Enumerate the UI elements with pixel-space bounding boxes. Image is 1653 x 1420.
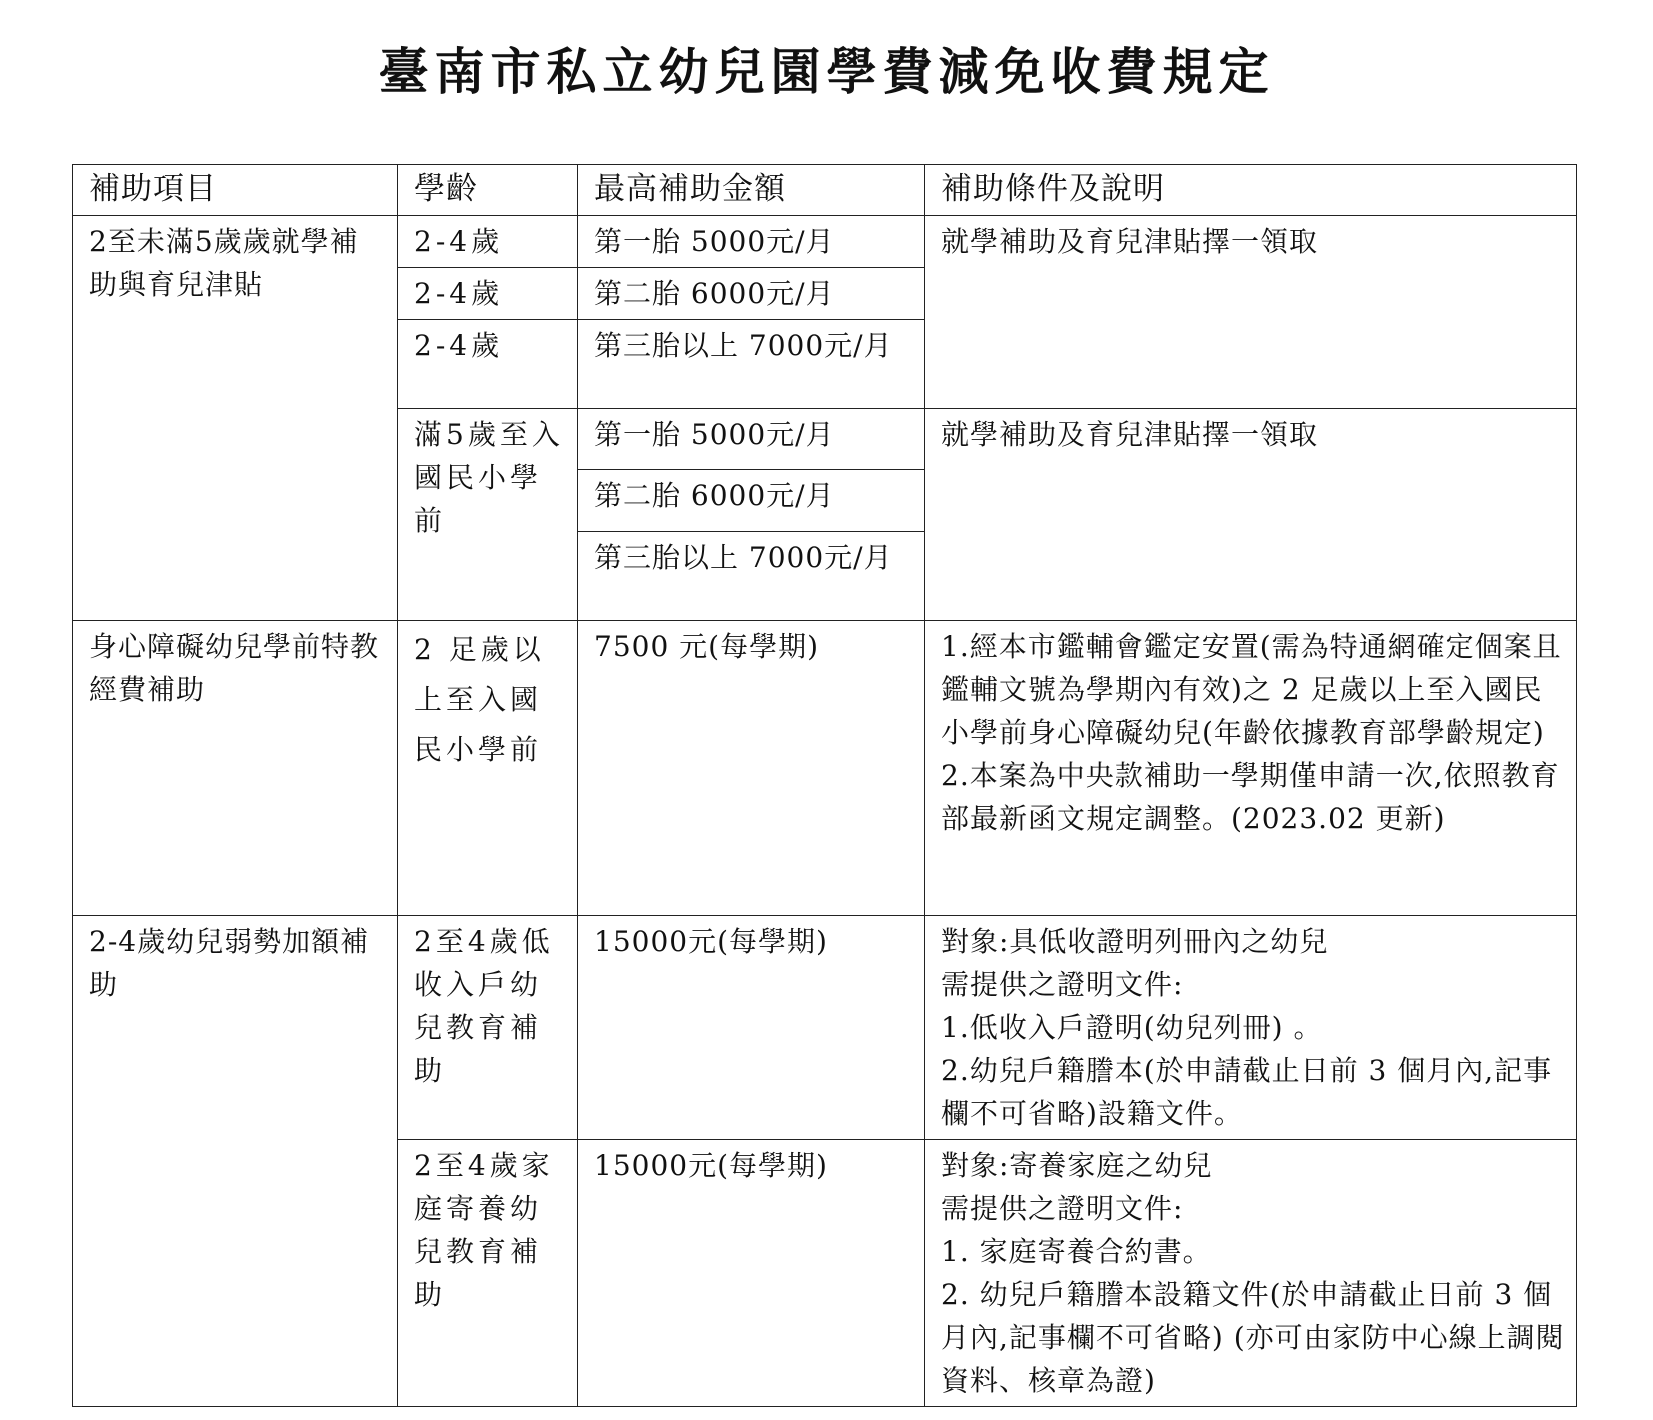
section1-amount-6: 第三胎以上 7000元/月 bbox=[594, 541, 893, 574]
section1-amount-cell bbox=[578, 470, 925, 532]
section3-item-cell bbox=[73, 916, 398, 1407]
section3-age-cell bbox=[398, 1140, 578, 1407]
section2-item-cell bbox=[73, 621, 398, 916]
section1-age-4: 滿5歲至入國民小學前 bbox=[414, 418, 564, 537]
header-subsidy-item: 補助項目 bbox=[73, 165, 398, 216]
header-age: 學齡 bbox=[398, 165, 578, 216]
table-row bbox=[73, 216, 1577, 268]
section3-age-1: 2至4歲低收入戶幼兒教育補助 bbox=[414, 925, 554, 1087]
section1-item-cell bbox=[73, 216, 398, 621]
section1-amount-cell bbox=[578, 216, 925, 268]
table-header-row bbox=[73, 165, 1577, 216]
section3-amount-cell bbox=[578, 916, 925, 1140]
section1-age-cell bbox=[398, 409, 578, 621]
section1-condition-cell bbox=[925, 409, 1577, 621]
section1-condition-1: 就學補助及育兒津貼擇一領取 bbox=[941, 225, 1319, 258]
section2-condition-1: 1.經本市鑑輔會鑑定安置(需為特通網確定個案且鑑輔文號為學期內有效)之 2 足歲以上至入國民小學前身心障礙幼兒(年齡依據教育部學齡規定) bbox=[941, 630, 1562, 749]
section1-age-1: 2-4歲 bbox=[414, 225, 504, 258]
section3-row1-condition-4: 2.幼兒戶籍謄本(於申請截止日前 3 個月內,記事欄不可省略)設籍文件。 bbox=[941, 1054, 1553, 1130]
section1-amount-1: 第一胎 5000元/月 bbox=[594, 225, 835, 258]
section1-age-3: 2-4歲 bbox=[414, 329, 504, 362]
section1-age-cell bbox=[398, 216, 578, 268]
section1-amount-cell bbox=[578, 532, 925, 621]
section1-age-cell bbox=[398, 268, 578, 320]
section3-age-cell bbox=[398, 916, 578, 1140]
header-conditions: 補助條件及說明 bbox=[925, 165, 1577, 216]
section2-amount: 7500 元(每學期) bbox=[594, 630, 820, 663]
header-max-amount: 最高補助金額 bbox=[578, 165, 925, 216]
section3-item: 2-4歲幼兒弱勢加額補助 bbox=[89, 925, 370, 1001]
section3-row2-condition-4: 2. 幼兒戶籍謄本設籍文件(於申請截止日前 3 個月內,記事欄不可省略) (亦可由家防中心線上調閱資料、核章為證) bbox=[941, 1278, 1565, 1397]
section1-amount-cell bbox=[578, 409, 925, 470]
section3-row1-condition-1: 對象:具低收證明列冊內之幼兒 bbox=[941, 925, 1329, 958]
section2-condition-2: 2.本案為中央款補助一學期僅申請一次,依照教育部最新函文規定調整。(2023.02 更新) bbox=[941, 759, 1560, 835]
section3-age-2: 2至4歲家庭寄養幼兒教育補助 bbox=[414, 1149, 554, 1311]
section2-condition-cell bbox=[925, 621, 1577, 916]
document-title: 臺南市私立幼兒園學費減免收費規定 bbox=[378, 43, 1275, 101]
subsidy-table bbox=[72, 164, 1577, 1407]
section2-age: 2 足歲以上至入國民小學前 bbox=[414, 633, 545, 766]
section3-row1-condition-2: 需提供之證明文件: bbox=[941, 968, 1184, 1001]
section1-condition-2: 就學補助及育兒津貼擇一領取 bbox=[941, 418, 1319, 451]
section1-amount-4: 第一胎 5000元/月 bbox=[594, 418, 835, 451]
section3-row1-condition-3: 1.低收入戶證明(幼兒列冊) 。 bbox=[941, 1011, 1323, 1044]
section2-item: 身心障礙幼兒學前特教經費補助 bbox=[89, 630, 380, 706]
section1-amount-3: 第三胎以上 7000元/月 bbox=[594, 329, 893, 362]
section3-amount-cell bbox=[578, 1140, 925, 1407]
table-row bbox=[73, 916, 1577, 1140]
section1-amount-2: 第二胎 6000元/月 bbox=[594, 277, 835, 310]
section1-amount-5: 第二胎 6000元/月 bbox=[594, 479, 835, 512]
section3-amount-1: 15000元(每學期) bbox=[594, 925, 828, 958]
section3-condition-cell bbox=[925, 916, 1577, 1140]
section1-age-cell bbox=[398, 320, 578, 409]
section2-amount-cell bbox=[578, 621, 925, 916]
section3-row2-condition-2: 需提供之證明文件: bbox=[941, 1192, 1184, 1225]
section1-age-2: 2-4歲 bbox=[414, 277, 504, 310]
section3-amount-2: 15000元(每學期) bbox=[594, 1149, 828, 1182]
section2-age-cell bbox=[398, 621, 578, 916]
section3-row2-condition-3: 1. 家庭寄養合約書。 bbox=[941, 1235, 1212, 1268]
section1-item: 2至未滿5歲歲就學補助與育兒津貼 bbox=[89, 225, 359, 301]
section3-condition-cell bbox=[925, 1140, 1577, 1407]
section1-amount-cell bbox=[578, 320, 925, 409]
section3-row2-condition-1: 對象:寄養家庭之幼兒 bbox=[941, 1149, 1213, 1182]
section1-amount-cell bbox=[578, 268, 925, 320]
table-row bbox=[73, 621, 1577, 916]
section1-condition-cell bbox=[925, 216, 1577, 409]
